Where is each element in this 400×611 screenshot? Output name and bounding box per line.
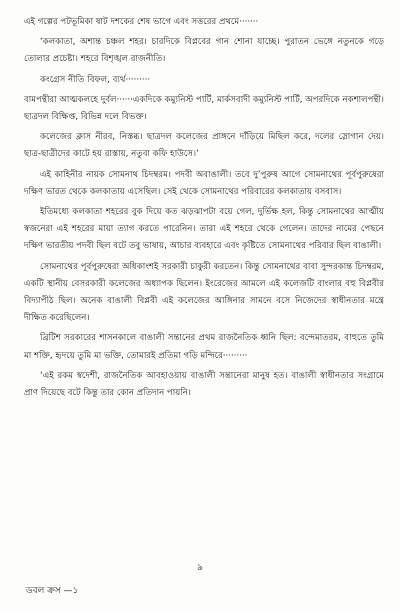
paragraph-7: ইতিমধ্যে কলকাতা শহরের বুক দিয়ে কত ঝড়ঝাপটা বয়ে গেল, দুর্ভিক্ষ হল, কিন্তু সোমনাথের আত্মীয় স্বজনেরা এই শহরের মায়া ত্যাগ করতে পারেনিন। তারা এই শহরে থেকে গেলেন। তাদের নামের পেছনে দক্ষিণ ভারতীয় পদবী ছিল বটে তবু ভাষায়, আচার ব্যবহারে এবং কৃষ্টিতে সোমনাথের পরিবার ছিল বাঙালী।	[24, 207, 384, 252]
paragraph-5: কলেজের ক্লাস নীরব, নিস্তব্ধ। ছাত্রদল কলেজের প্রাঙ্গনে দাঁড়িয়ে মিছিল করে, দলের স্লোগান দেয়। ছাত্র-ছাত্রীদের কাটে হয় রাস্তায়, নতুবা কফি হাউসে।’	[24, 132, 384, 160]
paragraph-2: ‘কলকাতা, অশান্ত চঞ্চল শহর। চারদিকে বিপ্লবের গান শোনা যাচ্ছে। পুরাতন ভেঙ্গে নতুনকে গড়ে তোলার প্রচেষ্টা। শহরে বিশৃঙ্খল রাজনীতি।	[24, 37, 384, 65]
footer-note: ডবল ক্রস —১	[26, 586, 79, 596]
paragraph-1: এই গল্পের পটভূমিকা ষাট দশকের শেষ ভাগে এবং সত্তরের প্রথমে·······	[24, 17, 259, 27]
paragraph-9: ব্রিটিশ সরকারের শাসনকালে বাঙালী সন্তানের প্রথম রাজনৈতিক ধ্বনি ছিল: বন্দেমাতরম, বাহুতে তুমি মা শক্তি, হৃদয়ে তুমি মা ভক্তি, তোমারই প্রতিমা গড়ি মন্দিরে·········	[24, 333, 384, 361]
paragraph-8: সোমনাথের পূর্বপুরুষেরা অধিকাংশই সরকারী চাকুরী করতেন। কিন্তু সোমনাথের বাবা সুন্দরকান্ত চিদম্বরম, একটি স্থানীয় বেসরকারী কলেজের অধ্যাপক ছিলেন। ইংরেজের আমলে এই কলেজটি বাংলার বহু বিপ্লবীর বিদ্যাপীঠ ছিল। অনেক বাঙালী বিপ্লবী এই কলেজের আঙ্গিনার সামনে বসে নিজেদের স্বাধীনতার মন্ত্রে দীক্ষিত করেছিলেন।	[24, 261, 384, 324]
paragraph-4: বামপন্থীরা আত্মকলহে দুর্বল······একদিকে কম্যুনিস্ট পার্টি, মার্কসবাদী কম্যুনিস্ট পার্টি, অপরদিকে নকশালপন্থী। ছাত্রদল বিক্ষিপ্ত, বিভিন্ন দলে বিভক্ত।	[24, 94, 384, 123]
paragraph-3: কংগ্রেস নীতি বিফল, ব্যর্থ·········	[40, 74, 151, 85]
paragraph-10: ‘এই রকম স্বদেশী, রাজনৈতিক আবহাওয়ায় বাঙালী সন্তানেরা মানুষ হত। বাঙালী স্বাধীনতার সংগ্রামে প্রাণ দিয়েছে বটে কিন্তু তার কোন প্রতিদান পায়নি।	[24, 370, 384, 399]
page-number: ৯	[197, 563, 203, 573]
body-text	[24, 14, 384, 405]
paragraph-6: এই কাহিনীর নায়ক সোমনাথ চিদম্বরম। পদবী অবাঙালী। তবে দু’পুরুষ আগে সোমনাথের পূর্বপুরুষেরা দক্ষিণ ভারত থেকে কলকাতায় এসেছিল। সেই থেকে সোমনাথের পরিবারের কলকাতায় বসবাস।	[24, 169, 384, 197]
